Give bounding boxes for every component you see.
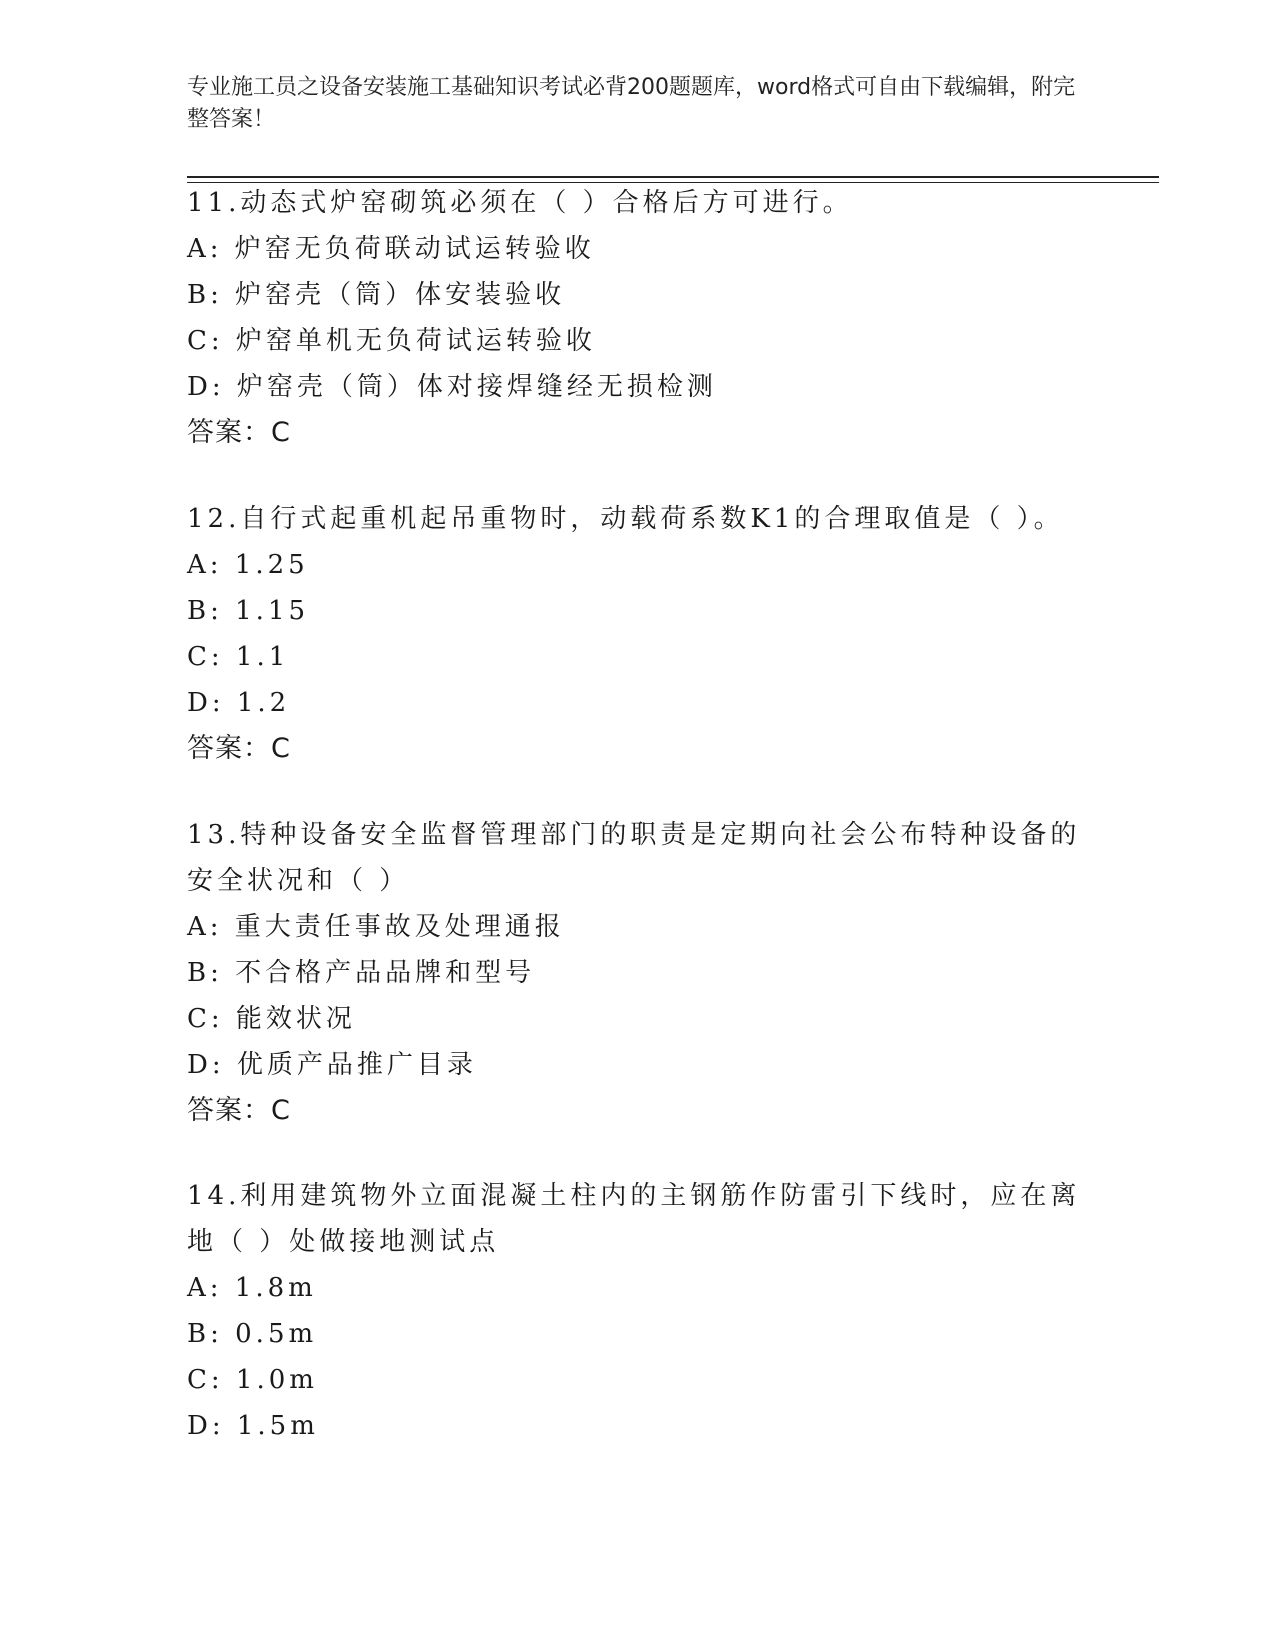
answer-line: 答案：C <box>187 733 291 764</box>
option-c: C: 1.0m <box>187 1365 318 1395</box>
option-b: B: 炉窑壳（筒）体安装验收 <box>187 280 566 310</box>
option-d: D: 1.2 <box>187 688 291 718</box>
question-stem: 13.特种设备安全监督管理部门的职责是定期向社会公布特种设备的安全状况和（ ） <box>187 820 1081 896</box>
option-a: A: 炉窑无负荷联动试运转验收 <box>187 234 595 264</box>
question-stem: 14.利用建筑物外立面混凝土柱内的主钢筋作防雷引下线时，应在离地（ ）处做接地测试点 <box>187 1181 1081 1257</box>
question-12 <box>187 496 1087 772</box>
option-a: A: 1.8m <box>187 1273 317 1303</box>
option-d: D: 炉窑壳（筒）体对接焊缝经无损检测 <box>187 372 717 402</box>
answer-line: 答案：C <box>187 1095 291 1126</box>
question-11 <box>187 180 1087 456</box>
answer-line: 答案：C <box>187 417 291 448</box>
question-14 <box>187 1173 1087 1449</box>
header-divider <box>187 176 1159 178</box>
option-b: B: 不合格产品品牌和型号 <box>187 958 536 988</box>
question-stem: 11.动态式炉窑砌筑必须在（ ）合格后方可进行。 <box>187 188 853 218</box>
option-d: D: 1.5m <box>187 1411 319 1441</box>
question-13 <box>187 812 1087 1134</box>
option-d: D: 优质产品推广目录 <box>187 1050 477 1080</box>
question-stem: 12.自行式起重机起吊重物时，动载荷系数K1的合理取值是（ ）。 <box>187 504 1064 534</box>
option-c: C: 炉窑单机无负荷试运转验收 <box>187 326 596 356</box>
option-a: A: 1.25 <box>187 550 309 580</box>
option-b: B: 1.15 <box>187 596 310 626</box>
option-c: C: 1.1 <box>187 642 290 672</box>
option-b: B: 0.5m <box>187 1319 318 1349</box>
option-c: C: 能效状况 <box>187 1004 356 1034</box>
document-header: 专业施工员之设备安装施工基础知识考试必背200题题库，word格式可自由下载编辑，附完整答案！ <box>187 75 1076 132</box>
option-a: A: 重大责任事故及处理通报 <box>187 912 565 942</box>
